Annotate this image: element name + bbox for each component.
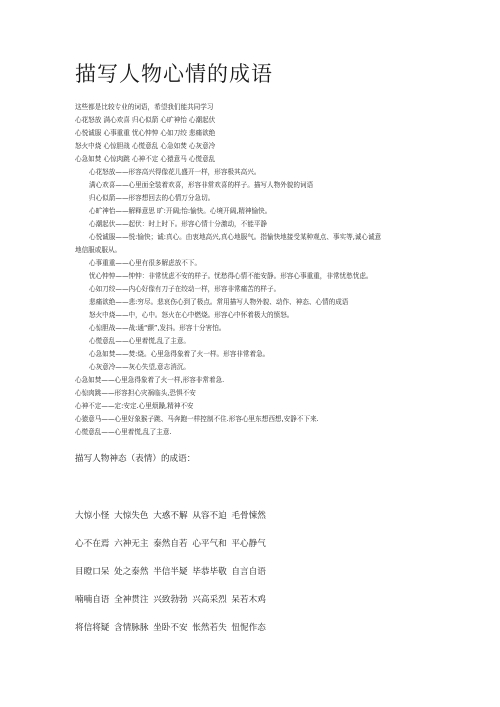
explanation-line: 心慌意乱——心里着慌,乱了主意. [75,428,172,436]
idiom-row: 心急如焚 心惊肉跳 心神不定 心猿意马 心慌意乱 [75,155,216,163]
section-heading: 描写人物神态（表情）的成语： [75,454,196,464]
page-title: 描写人物心情的成语 [75,62,273,86]
explanation-line: 心花怒放——形容高兴得像花儿盛开一样，形容极其高兴。 [89,168,261,176]
expression-row: 将信将疑 含情脉脉 坐卧不安 怅然若失 忸怩作态 [75,623,266,633]
explanation-line: 心急如焚——心里急得象着了火一样,形容非常着急. [75,376,225,384]
expression-row: 喃喃自语 全神贯注 兴致勃勃 兴高采烈 呆若木鸡 [75,595,266,605]
explanation-line: 心急如焚——焚:烧。心里急得象着了火一样。形容非常着急。 [89,350,270,358]
explanation-line: 心事重重——心里有很多解虑放不下。 [89,259,202,267]
explanation-line: 心惊胆战——战:通“颤”,发抖。形容十分害怕。 [89,324,226,332]
idiom-row: 怒火中烧 心惊胆战 心慌意乱 心急如焚 心灰意冷 [75,142,216,150]
expression-row: 大惊小怪 大惊失色 大惑不解 从容不迫 毛骨悚然 [75,511,266,521]
explanation-line: 心悦诚服——悦:愉快；诚:真心。由衷地高兴,真心地服气。指愉快地接受某种观点、事实等,诚心诚意 [89,233,382,241]
explanation-line: 悲痛欲绝——悲:穷尽。悲哀伤心到了极点。常用描写人物外貌、动作、神态、心情的成语 [89,298,349,306]
idiom-row: 心花怒放 满心欢喜 归心似箭 心旷神怡 心潮起伏 [75,116,216,124]
explanation-line: 心如刀绞——内心好像有刀子在绞动一样，形容非常痛苦的样子。 [89,285,281,293]
explanation-line: 地信服或服从。 [75,246,122,254]
explanation-line: 满心欢喜——心里面全装着欢喜，形容非常欢喜的样子。描写人物外貌的词语 [89,181,314,189]
expression-row: 心不在焉 六神无主 泰然自若 心平气和 平心静气 [75,539,266,549]
explanation-line: 心旷神怡——解释意思 旷:开阔;怡:愉快。心境开阔,精神愉快。 [89,207,272,215]
idiom-row: 心悦诚服 心事重重 忧心忡忡 心如刀绞 悲痛欲绝 [75,129,216,137]
explanation-line: 忧心忡忡——忡忡：非常忧虑不安的样子。忧愁得心情不能安静。形容心事重重，非常忧愁忧虑。 [89,272,373,280]
explanation-line: 心神不定——定:安定.心里烦躁,精神不安 [75,402,194,410]
explanation-line: 心灰意冷——灰心失望,意志消沉。 [89,363,191,371]
explanation-line: 怒火中烧——中，心中。怒火在心中燃烧。形容心中怀着极大的愤怒。 [89,311,294,319]
explanation-line: 心慌意乱——心里着慌,乱了主意。 [89,337,191,345]
expression-row: 目瞪口呆 处之泰然 半信半疑 毕恭毕敬 自言自语 [75,567,266,577]
explanation-line: 归心似箭——形容想回去的心情万分急切。 [89,194,215,202]
explanation-line: 心潮起伏——起伏：时上时下。形容心情十分激动，不能平静 [89,220,268,228]
intro-text: 这些都是比较专业的词语，希望我们能共同学习 [75,103,214,111]
explanation-line: 心惊肉跳——形容担心灾祸临头,恐惧不安 [75,389,196,397]
explanation-line: 心猿意马——心里好象猴子跳、马奔跑一样控制不住.形容心里东想西想,安静不下来. [75,415,319,423]
